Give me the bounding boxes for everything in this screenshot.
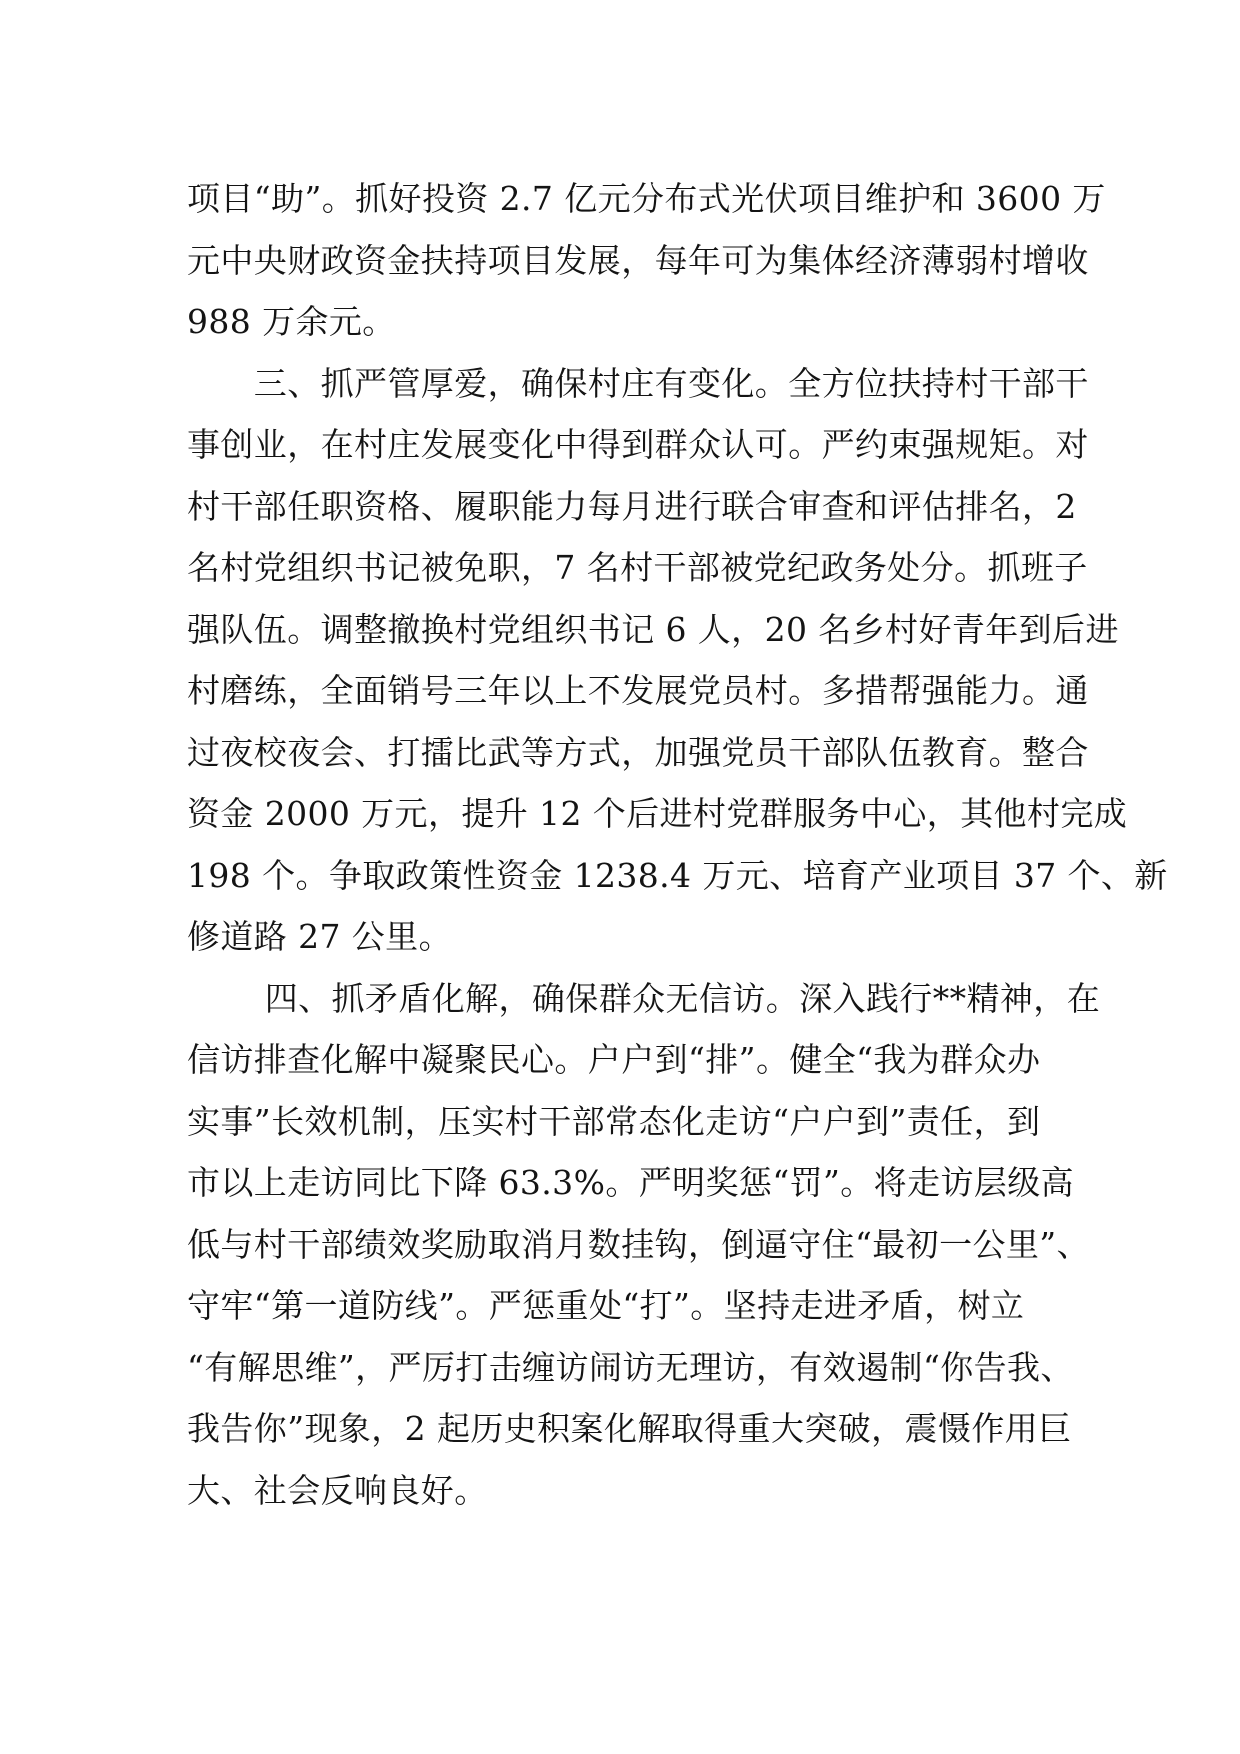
text-line: 名村党组织书记被免职，7 名村干部被党纪政务处分。抓班子 (187, 548, 1088, 587)
text-line: 过夜校夜会、打擂比武等方式，加强党员干部队伍教育。整合 (187, 732, 1089, 772)
text-line: 大、社会反响良好。 (187, 1470, 488, 1510)
text-line: 我告你”现象，2 起历史积案化解取得重大突破，震慑作用巨 (187, 1409, 1072, 1448)
text-line: “有解思维”，严厉打击缠访闹访无理访，有效遏制“你告我、 (187, 1347, 1074, 1387)
text-line: 项目“助”。抓好投资 2.7 亿元分布式光伏项目维护和 3600 万 (187, 179, 1106, 218)
section-heading-line: 三、抓严管厚爱，确保村庄有变化。全方位扶持村干部干 (187, 363, 1089, 403)
text-line: 实事”长效机制，压实村干部常态化走访“户户到”责任，到 (187, 1101, 1041, 1141)
text-line: 元中央财政资金扶持项目发展，每年可为集体经济薄弱村增收 (187, 240, 1089, 280)
section-heading-line: 四、抓矛盾化解，确保群众无信访。深入践行**精神，在 (187, 978, 1101, 1018)
document-body (187, 168, 1168, 1521)
text-line: 988 万余元。 (187, 302, 396, 341)
text-line: 信访排查化解中凝聚民心。户户到“排”。健全“我为群众办 (187, 1040, 1041, 1079)
text-line: 低与村干部绩效奖励取消月数挂钩，倒逼守住“最初一公里”、 (187, 1224, 1090, 1264)
text-line: 市以上走访同比下降 63.3%。严明奖惩“罚”。将走访层级高 (187, 1163, 1075, 1202)
text-line: 村干部任职资格、履职能力每月进行联合审查和评估排名，2 (187, 486, 1077, 526)
text-line: 事创业，在村庄发展变化中得到群众认可。严约束强规矩。对 (187, 425, 1089, 464)
text-line: 强队伍。调整撤换村党组织书记 6 人，20 名乡村好青年到后进 (187, 609, 1119, 649)
text-line: 资金 2000 万元，提升 12 个后进村党群服务中心，其他村完成 (187, 794, 1128, 833)
text-line: 修道路 27 公里。 (187, 917, 452, 956)
text-line: 村磨练，全面销号三年以上不发展党员村。多措帮强能力。通 (187, 671, 1089, 710)
text-line: 守牢“第一道防线”。严惩重处“打”。坚持走进矛盾，树立 (187, 1286, 1025, 1325)
text-line: 198 个。争取政策性资金 1238.4 万元、培育产业项目 37 个、新 (187, 855, 1168, 895)
